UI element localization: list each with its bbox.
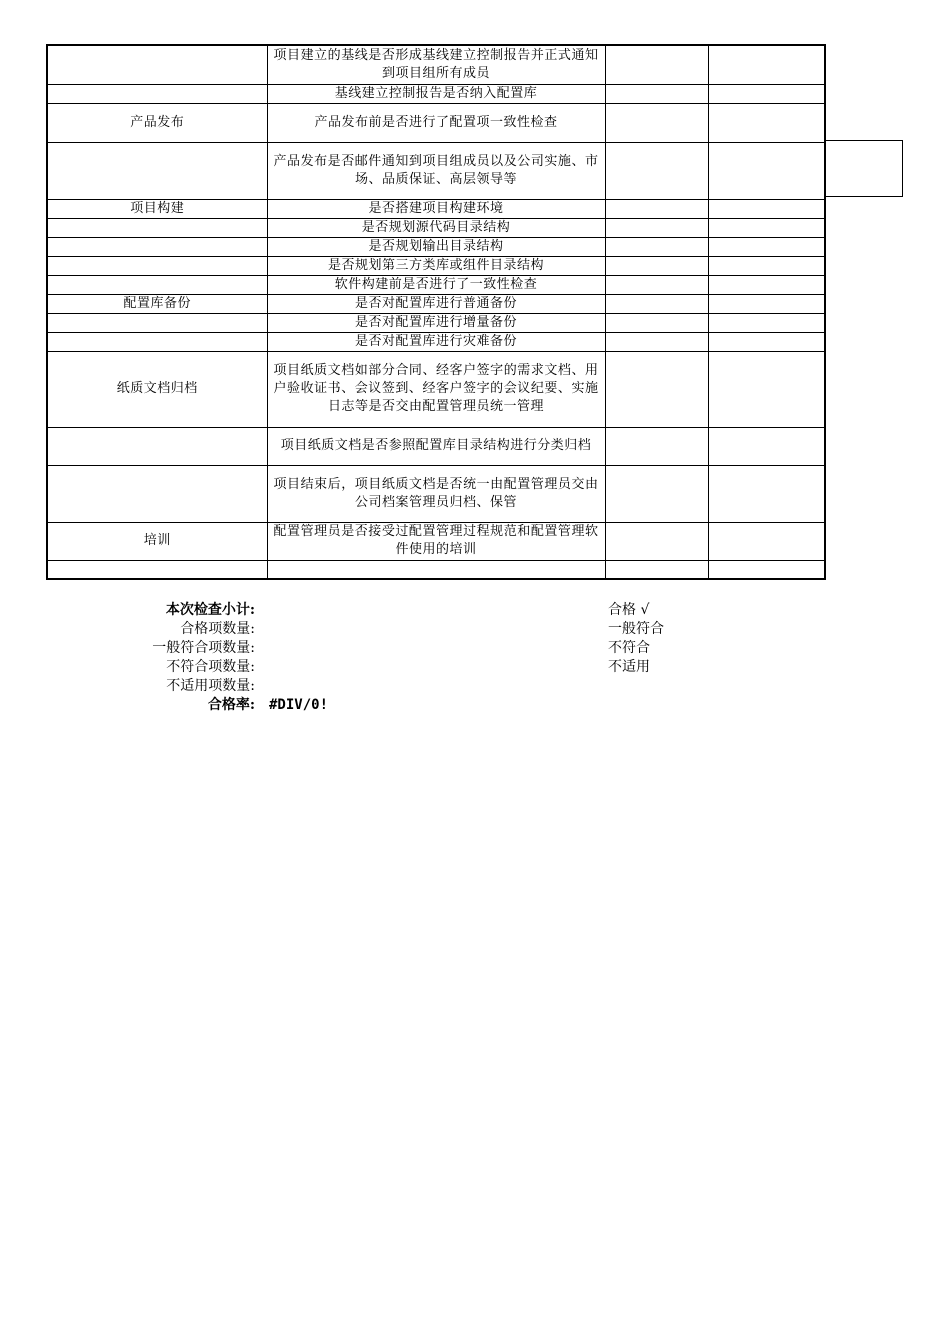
result-cell[interactable] xyxy=(605,351,708,427)
legend-general: 一般符合 xyxy=(608,621,664,637)
check-item-cell: 产品发布前是否进行了配置项一致性检查 xyxy=(267,103,605,142)
category-cell xyxy=(47,237,267,256)
remark-cell[interactable] xyxy=(708,256,825,275)
table-row xyxy=(47,427,825,465)
category-cell xyxy=(47,332,267,351)
pass-count-label: 合格项数量: xyxy=(180,621,255,637)
table-row xyxy=(47,84,825,103)
check-item-cell: 项目纸质文档是否参照配置库目录结构进行分类归档 xyxy=(267,427,605,465)
category-cell xyxy=(47,256,267,275)
remark-cell[interactable] xyxy=(708,103,825,142)
remark-cell[interactable] xyxy=(708,237,825,256)
overflow-cell-border xyxy=(824,140,903,197)
check-item-cell: 软件构建前是否进行了一致性检查 xyxy=(267,275,605,294)
check-item-cell: 产品发布是否邮件通知到项目组成员以及公司实施、市场、品质保证、高层领导等 xyxy=(267,142,605,199)
result-cell[interactable] xyxy=(605,294,708,313)
result-cell[interactable] xyxy=(605,142,708,199)
result-cell[interactable] xyxy=(605,465,708,522)
result-cell[interactable] xyxy=(605,103,708,142)
category-cell: 纸质文档归档 xyxy=(47,351,267,427)
remark-cell[interactable] xyxy=(708,84,825,103)
check-item-cell: 是否对配置库进行灾难备份 xyxy=(267,332,605,351)
result-cell[interactable] xyxy=(605,218,708,237)
table-row xyxy=(47,522,825,560)
remark-cell[interactable] xyxy=(708,199,825,218)
na-count-label: 不适用项数量: xyxy=(166,678,255,694)
check-item-cell: 是否规划输出目录结构 xyxy=(267,237,605,256)
result-cell[interactable] xyxy=(605,522,708,560)
category-cell xyxy=(47,45,267,84)
check-item-cell: 项目纸质文档如部分合同、经客户签字的需求文档、用户验收证书、会议签到、经客户签字的会议纪要、实施日志等是否交由配置管理员统一管理 xyxy=(267,351,605,427)
remark-cell[interactable] xyxy=(708,45,825,84)
legend-block xyxy=(608,601,664,677)
remark-cell[interactable] xyxy=(708,351,825,427)
check-item-cell: 是否规划源代码目录结构 xyxy=(267,218,605,237)
check-item-cell: 是否对配置库进行增量备份 xyxy=(267,313,605,332)
table-row xyxy=(47,294,825,313)
check-item-cell: 是否规划第三方类库或组件目录结构 xyxy=(267,256,605,275)
checklist-table xyxy=(46,44,826,580)
result-cell[interactable] xyxy=(605,275,708,294)
remark-cell[interactable] xyxy=(708,218,825,237)
legend-nonconform: 不符合 xyxy=(608,640,650,656)
category-cell: 产品发布 xyxy=(47,103,267,142)
category-cell xyxy=(47,218,267,237)
legend-pass: 合格 √ xyxy=(608,602,650,618)
result-cell[interactable] xyxy=(605,313,708,332)
category-cell xyxy=(47,84,267,103)
category-cell xyxy=(47,275,267,294)
result-cell[interactable] xyxy=(605,199,708,218)
table-row xyxy=(47,332,825,351)
remark-cell[interactable] xyxy=(708,522,825,560)
check-item-cell: 配置管理员是否接受过配置管理过程规范和配置管理软件使用的培训 xyxy=(267,522,605,560)
table-row xyxy=(47,256,825,275)
nonconform-count-label: 不符合项数量: xyxy=(166,659,255,675)
result-cell[interactable] xyxy=(605,256,708,275)
general-count-label: 一般符合项数量: xyxy=(152,640,255,656)
table-row xyxy=(47,199,825,218)
subtotal-label: 本次检查小计: xyxy=(165,602,255,618)
result-cell[interactable] xyxy=(605,84,708,103)
table-row xyxy=(47,465,825,522)
legend-na: 不适用 xyxy=(608,659,650,675)
category-cell xyxy=(47,560,267,579)
table-row xyxy=(47,142,825,199)
category-cell: 培训 xyxy=(47,522,267,560)
category-cell xyxy=(47,427,267,465)
result-cell[interactable] xyxy=(605,332,708,351)
remark-cell[interactable] xyxy=(708,142,825,199)
table-row xyxy=(47,45,825,84)
result-cell[interactable] xyxy=(605,237,708,256)
check-item-cell: 项目结束后，项目纸质文档是否统一由配置管理员交由公司档案管理员归档、保管 xyxy=(267,465,605,522)
remark-cell[interactable] xyxy=(708,332,825,351)
category-cell: 配置库备份 xyxy=(47,294,267,313)
table-row xyxy=(47,275,825,294)
category-cell: 项目构建 xyxy=(47,199,267,218)
remark-cell[interactable] xyxy=(708,313,825,332)
remark-cell[interactable] xyxy=(708,294,825,313)
pass-rate-label: 合格率: xyxy=(207,697,255,713)
table-row xyxy=(47,237,825,256)
pass-rate-value: #DIV/0! xyxy=(269,697,329,713)
table-row xyxy=(47,560,825,579)
category-cell xyxy=(47,142,267,199)
remark-cell[interactable] xyxy=(708,275,825,294)
result-cell[interactable] xyxy=(605,560,708,579)
check-item-cell: 是否对配置库进行普通备份 xyxy=(267,294,605,313)
remark-cell[interactable] xyxy=(708,427,825,465)
check-item-cell: 项目建立的基线是否形成基线建立控制报告并正式通知到项目组所有成员 xyxy=(267,45,605,84)
category-cell xyxy=(47,313,267,332)
remark-cell[interactable] xyxy=(708,465,825,522)
check-item-cell: 是否搭建项目构建环境 xyxy=(267,199,605,218)
checklist-sheet xyxy=(46,44,826,580)
result-cell[interactable] xyxy=(605,427,708,465)
remark-cell[interactable] xyxy=(708,560,825,579)
summary-block xyxy=(60,601,255,715)
category-cell xyxy=(47,465,267,522)
result-cell[interactable] xyxy=(605,45,708,84)
check-item-cell xyxy=(267,560,605,579)
table-row xyxy=(47,351,825,427)
table-row xyxy=(47,313,825,332)
table-row xyxy=(47,218,825,237)
check-item-cell: 基线建立控制报告是否纳入配置库 xyxy=(267,84,605,103)
table-row xyxy=(47,103,825,142)
